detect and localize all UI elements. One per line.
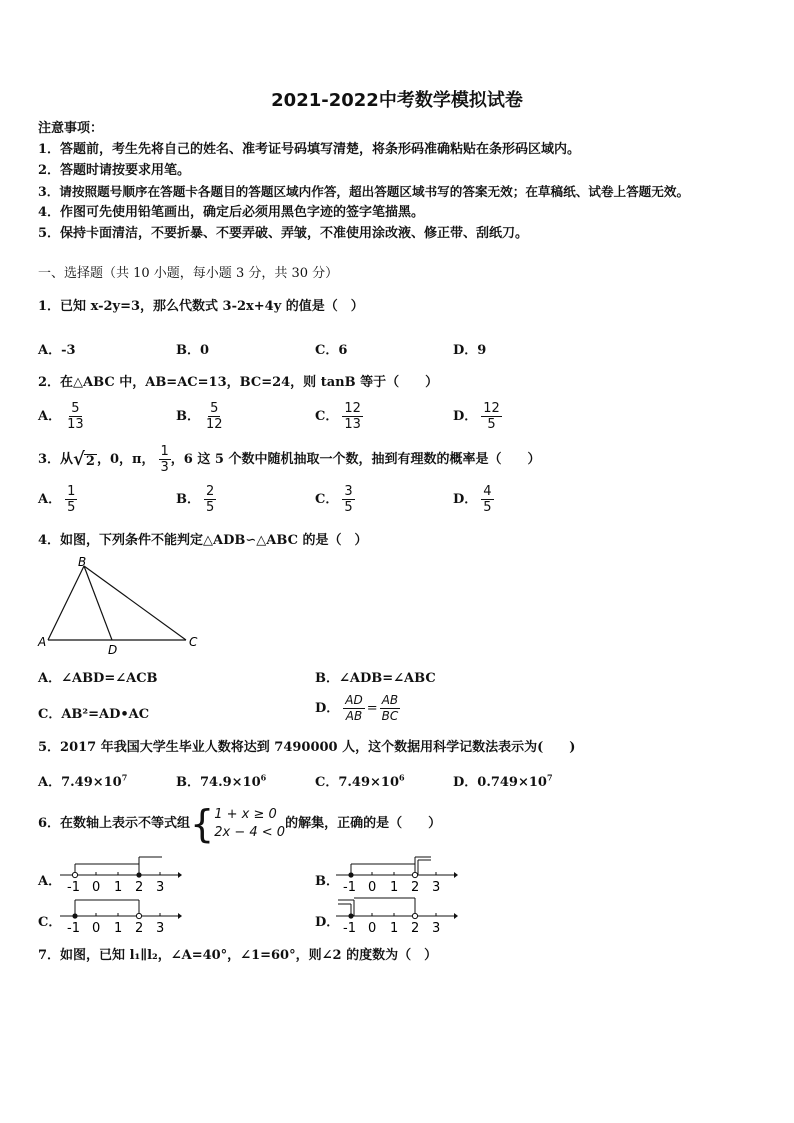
point-label-b: B <box>78 555 87 569</box>
open-dot <box>72 872 77 877</box>
triangle-figure <box>34 552 204 656</box>
q5-stem: 5．2017 年我国大学生毕业人数将达到 7490000 人，这个数据用科学记数法表示为( ) <box>38 740 576 755</box>
segment-ab <box>48 566 84 640</box>
q6-option-b-numberline[interactable] <box>334 853 458 893</box>
q5-option-d[interactable]: D．$0.749\times 10^7$ <box>453 772 553 790</box>
q2-stem: 2．在△ABC 中，AB=AC=13，BC=24，则 tanB 等于（ ） <box>38 375 439 390</box>
q1-stem: 1．已知 x-2y=3，那么代数式 3-2x+4y 的值是（ ） <box>38 299 364 314</box>
fraction: $\frac{12}{13}$ <box>344 401 361 432</box>
q2-option-b[interactable]: B． $\frac{5}{12}$ <box>176 401 223 432</box>
tick-label: -1 <box>343 921 356 934</box>
q4-option-c[interactable]: C．AB²=AD•AC <box>38 707 150 722</box>
q6-option-a-numberline[interactable] <box>58 853 182 893</box>
q1-option-d[interactable]: D．9 <box>453 343 487 358</box>
q6-option-c-label[interactable]: C． <box>38 915 62 930</box>
fraction: $\frac{2}{5}$ <box>206 484 215 515</box>
closed-dot <box>136 872 141 877</box>
tick-label: -1 <box>67 880 80 893</box>
fraction: $\frac{AB}{BC}$ <box>381 693 399 723</box>
q1-option-b[interactable]: B．0 <box>176 343 210 358</box>
q5-option-b[interactable]: B．$74.9\times 10^6$ <box>176 772 267 790</box>
fraction: $\frac{3}{5}$ <box>344 484 353 515</box>
closed-dot <box>72 913 77 918</box>
segment-bc <box>84 566 186 640</box>
q4-option-a[interactable]: A．∠ABD=∠ACB <box>38 671 158 686</box>
inequality-system: { 1 + x ≥ 0 2x − 4 < 0 <box>190 801 286 846</box>
point-label-d: D <box>108 643 118 656</box>
notice-item-3: 3．请按照题号顺序在答题卡各题目的答题区域内作答，超出答题区域书写的答案无效；在草稿纸、试卷上答题无效。 <box>38 184 690 199</box>
q2-option-c[interactable]: C． $\frac{12}{13}$ <box>315 401 361 432</box>
q6-option-c-numberline[interactable] <box>58 894 182 934</box>
tick-label: 3 <box>156 880 165 893</box>
open-dot <box>136 913 141 918</box>
fraction: $\frac{AD}{AB}$ <box>345 693 363 723</box>
q3-option-d[interactable]: D． $\frac{4}{5}$ <box>453 484 492 515</box>
tick-label: 1 <box>114 921 123 934</box>
q3-option-a[interactable]: A． $\frac{1}{5}$ <box>38 484 76 515</box>
q4-option-b[interactable]: B．∠ADB=∠ABC <box>315 671 436 686</box>
tick-label: 2 <box>135 880 144 893</box>
tick-label: 2 <box>411 921 420 934</box>
open-dot <box>412 913 417 918</box>
tick-label: 2 <box>135 921 144 934</box>
tick-label: 1 <box>114 880 123 893</box>
fraction: $\frac{1}{5}$ <box>67 484 76 515</box>
tick-label: 3 <box>156 921 165 934</box>
fraction: $\frac{12}{5}$ <box>483 401 500 432</box>
q4-option-d[interactable]: D． $\frac{AD}{AB}$ = $\frac{AB}{BC}$ <box>315 693 399 723</box>
tick-label: -1 <box>343 880 356 893</box>
point-label-c: C <box>189 635 198 649</box>
segment-bd <box>84 566 112 640</box>
q4-stem: 4．如图，下列条件不能判定△ADB∽△ABC 的是（ ） <box>38 533 368 548</box>
tick-label: 2 <box>411 880 420 893</box>
exam-title: 2021-2022中考数学模拟试卷 <box>271 90 523 111</box>
q6-option-d-numberline[interactable] <box>334 894 458 934</box>
open-dot <box>412 872 417 877</box>
q5-option-c[interactable]: C．$7.49\times 10^6$ <box>315 772 405 790</box>
q7-stem: 7．如图，已知 l₁∥l₂，∠A=40°，∠1=60°，则∠2 的度数为（ ） <box>38 948 438 963</box>
notice-heading: 注意事项： <box>38 121 104 136</box>
notice-item-2: 2．答题时请按要求用笔。 <box>38 163 191 178</box>
q6-option-d-label[interactable]: D． <box>315 915 340 930</box>
fraction: $\frac{5}{13}$ <box>67 401 84 432</box>
closed-dot <box>348 913 353 918</box>
tick-label: 3 <box>432 921 441 934</box>
q6-option-b-label[interactable]: B． <box>315 874 339 889</box>
fraction: $\frac{4}{5}$ <box>483 484 492 515</box>
q1-option-c[interactable]: C．6 <box>315 343 348 358</box>
tick-label: 0 <box>92 921 101 934</box>
notice-item-1: 1．答题前，考生先将自己的姓名、准考证号码填写清楚，将条形码准确粘贴在条形码区域内。 <box>38 142 581 157</box>
tick-label: 1 <box>390 880 399 893</box>
sqrt-expression: √ 2 <box>73 448 95 470</box>
q6-stem: 6．在数轴上表示不等式组 { 1 + x ≥ 0 2x − 4 < 0 的解集，正确的是（ ） <box>38 801 442 846</box>
tick-label: 0 <box>368 921 377 934</box>
section-heading: 一、选择题（共 10 小题，每小题 3 分，共 30 分） <box>38 266 339 281</box>
tick-label: 0 <box>92 880 101 893</box>
point-label-a: A <box>38 635 47 649</box>
q6-option-a-label[interactable]: A． <box>38 874 62 889</box>
q5-option-a[interactable]: A．$7.49\times 10^7$ <box>38 772 128 790</box>
notice-item-4: 4．作图可先使用铅笔画出，确定后必须用黑色字迹的签字笔描黑。 <box>38 205 425 220</box>
closed-dot <box>348 872 353 877</box>
q2-option-a[interactable]: A． $\frac{5}{13}$ <box>38 401 84 432</box>
notice-item-5: 5．保持卡面清洁，不要折暴、不要弄破、弄皱，不准使用涂改液、修正带、刮纸刀。 <box>38 226 529 241</box>
tick-label: 3 <box>432 880 441 893</box>
q3-stem: 3．从 √ 2 ，0，π， $\frac{1}{3}$ ，6 这 5 个数中随机抽取一个数，抽到有理数的概率是（ ） <box>38 444 541 475</box>
tick-label: 0 <box>368 880 377 893</box>
fraction: $\frac{1}{3}$ <box>160 444 169 475</box>
tick-label: 1 <box>390 921 399 934</box>
q3-option-c[interactable]: C． $\frac{3}{5}$ <box>315 484 353 515</box>
q2-option-d[interactable]: D． $\frac{12}{5}$ <box>453 401 500 432</box>
q1-option-a[interactable]: A．-3 <box>38 343 76 358</box>
fraction: $\frac{5}{12}$ <box>206 401 223 432</box>
tick-label: -1 <box>67 921 80 934</box>
q3-option-b[interactable]: B． $\frac{2}{5}$ <box>176 484 215 515</box>
